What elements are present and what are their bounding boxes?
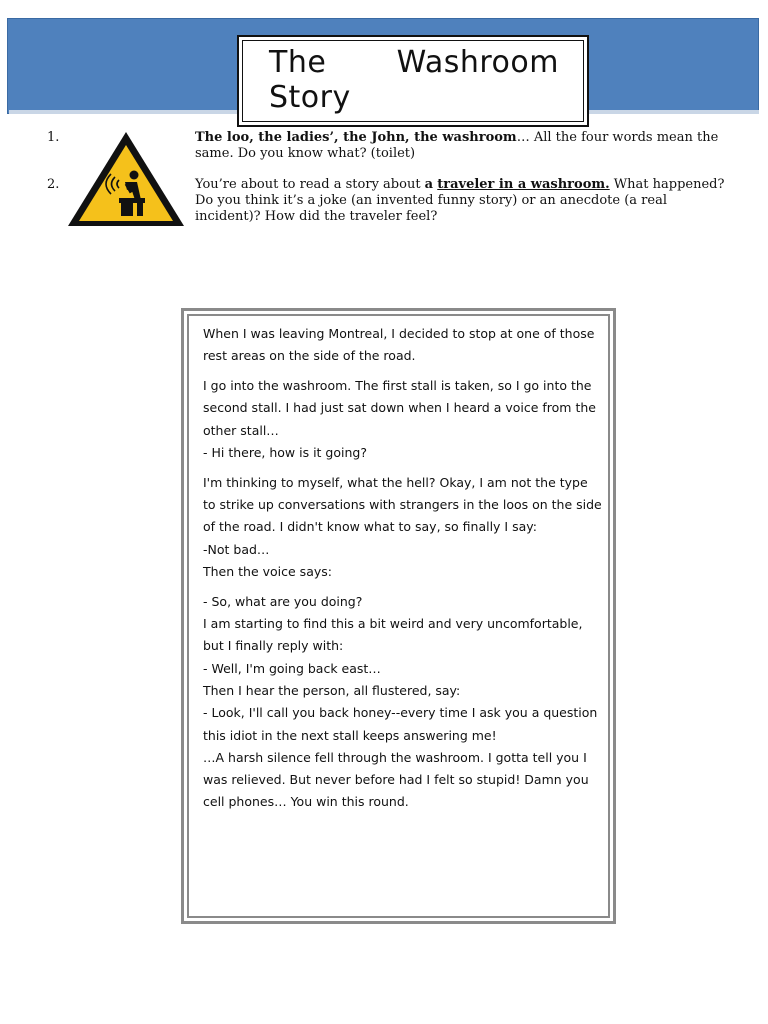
story-line: - Hi there, how is it going?	[203, 444, 367, 460]
question-1-bold: The loo, the ladies’, the John, the washroom	[195, 130, 517, 145]
story-line: Then the voice says:	[203, 563, 332, 579]
question-2-text	[195, 177, 725, 225]
story-line: -Not bad…	[203, 541, 270, 557]
story-line: - Look, I'll call you back honey--every time I ask you a question this idiot in the next stall keeps answering me!	[203, 705, 598, 743]
story-line: I'm thinking to myself, what the hell? Okay, I am not the type to strike up conversations with strangers in the loos on the side of the road. I didn't know what to say, so finally I say:	[203, 474, 602, 535]
story-paragraph-1	[203, 323, 603, 368]
story-line: When I was leaving Montreal, I decided to stop at one of those rest areas on the side of the road.	[203, 326, 595, 364]
story-line: I am starting to find this a bit weird and very uncomfortable, but I finally reply with:	[203, 616, 583, 654]
story-line: …A harsh silence fell through the washroom. I gotta tell you I was relieved. But never before had I felt so stupid! Damn you cell phones… You win this round.	[203, 749, 589, 810]
story-paragraph-3	[203, 472, 603, 583]
story-line: I go into the washroom. The first stall is taken, so I go into the second stall. I had just sat down when I heard a voice from the other stall…	[203, 378, 596, 438]
question-1-text	[195, 130, 725, 162]
title-box	[237, 35, 589, 127]
question-2-bold: a	[424, 177, 434, 192]
question-1-number: 1.	[47, 130, 60, 145]
story-line: - So, what are you doing?	[203, 593, 363, 609]
warning-person-phone-icon	[65, 128, 187, 230]
question-2-pre: You’re about to read a story about	[195, 177, 425, 192]
question-2-rest: What happened? Do you think it’s a joke (an invented funny story) or an anecdote (a real incident)? How did the traveler feel?	[195, 177, 725, 224]
story-paragraph-2	[203, 375, 603, 464]
story-text	[203, 323, 603, 821]
story-line: - Well, I'm going back east…	[203, 660, 381, 676]
question-2-underlined: traveler in a washroom.	[437, 177, 610, 192]
story-line: Then I hear the person, all flustered, say:	[203, 682, 461, 698]
question-1-rest: … All the four words mean the same. Do you know what? (toilet)	[195, 130, 719, 161]
story-paragraph-4	[203, 591, 603, 814]
page-title: The Washroom Story	[269, 45, 559, 115]
story-frame-inner-border	[187, 314, 610, 918]
story-frame	[181, 308, 616, 924]
question-2-number: 2.	[47, 177, 60, 192]
